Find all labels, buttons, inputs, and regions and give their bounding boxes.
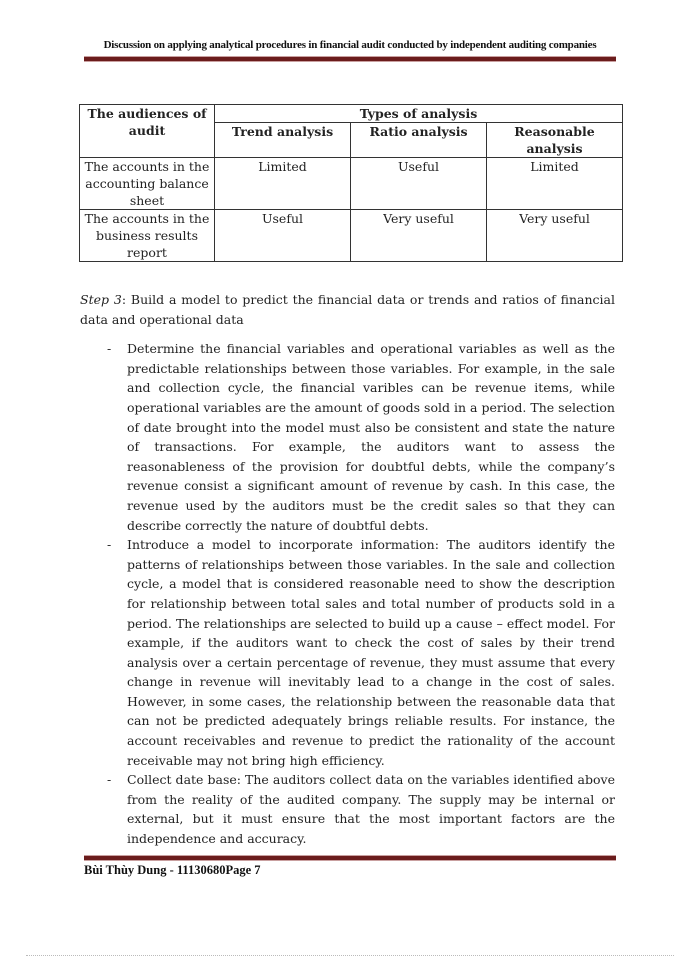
bullet-list xyxy=(80,339,615,848)
table-cell: Very useful xyxy=(351,210,487,262)
step-text: : Build a model to predict the financial data or trends and ratios of financial data and operational data xyxy=(80,292,615,327)
dash-bullet: - xyxy=(107,341,112,357)
row-label: The accounts in the business results report xyxy=(80,210,215,262)
column-header: Trend analysis xyxy=(215,123,351,158)
table-row xyxy=(80,210,623,262)
body-content xyxy=(80,290,615,849)
list-item xyxy=(80,535,615,770)
page-footer: Bùi Thùy Dung - 11130680Page 7 xyxy=(84,863,261,877)
dash-bullet: - xyxy=(107,537,112,553)
list-item xyxy=(80,339,615,535)
table-corner-header: The audiences of audit xyxy=(80,105,215,158)
table-row xyxy=(80,158,623,210)
table-group-header: Types of analysis xyxy=(215,105,623,123)
list-item-text: Determine the financial variables and operational variables as well as the predictable relationships between those variables. For example, in the sale and collection cycle, the financial varibles can be revenue items, while operational variables are the amount of goods sold in a period. The selection of date brought into the model must also be consistent and state the nature of transactions. For example, the auditors want to assess the reasonableness of the provision for doubtful debts, while the company’s revenue consist a significant amount of revenue by cash. In this case, the revenue used by the auditors must be the credit sales so that they can describe correctly the nature of doubtful debts. xyxy=(127,341,615,533)
table-cell: Useful xyxy=(351,158,487,210)
table-cell: Limited xyxy=(487,158,623,210)
table-cell: Very useful xyxy=(487,210,623,262)
table-cell: Limited xyxy=(215,158,351,210)
dash-bullet: - xyxy=(107,772,112,788)
step-paragraph xyxy=(80,290,615,329)
footer-rule xyxy=(84,855,616,861)
column-header: Reasonable analysis xyxy=(487,123,623,158)
table-cell: Useful xyxy=(215,210,351,262)
step-label: Step 3 xyxy=(80,292,122,307)
list-item-text: Collect date base: The auditors collect data on the variables identified above from the reality of the audited company. The supply may be internal or external, but it must ensure that the most important factors are the independence and accuracy. xyxy=(127,772,615,847)
row-label: The accounts in the accounting balance sheet xyxy=(80,158,215,210)
column-header: Ratio analysis xyxy=(351,123,487,158)
list-item-text: Introduce a model to incorporate information: The auditors identify the patterns of relationships between those variables. In the sale and collection cycle, a model that is considered reasonable need to show the description for relationship between total sales and total number of products sold in a period. The relationships are selected to build up a cause – effect model. For example, if the auditors want to check the cost of sales by their trend analysis over a certain percentage of revenue, they must assume that every change in revenue will inevitably lead to a change in the cost of sales. However, in some cases, the relationship between the reasonable data that can not be predicted adequately brings reliable results. For instance, the account receivables and revenue to predict the rationality of the account receivable may not bring high efficiency. xyxy=(127,537,615,768)
list-item xyxy=(80,770,615,848)
analysis-table xyxy=(79,104,623,262)
page-boundary xyxy=(26,955,674,956)
page-header: Discussion on applying analytical procedures in financial audit conducted by independent auditing companies xyxy=(103,39,597,51)
header-rule xyxy=(84,56,616,62)
